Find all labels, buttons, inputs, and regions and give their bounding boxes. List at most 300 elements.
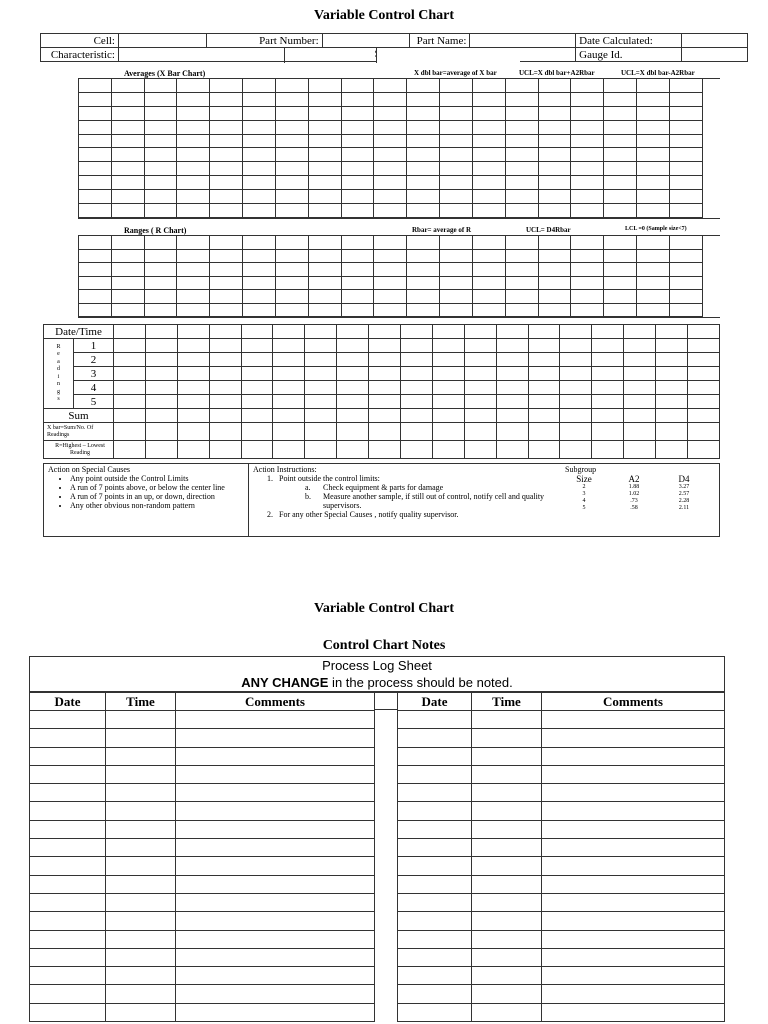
- log-comments-cell[interactable]: [542, 967, 725, 985]
- grid-cell[interactable]: [144, 263, 177, 277]
- grid-cell[interactable]: [505, 92, 538, 106]
- reading-cell[interactable]: [432, 423, 464, 441]
- grid-cell[interactable]: [669, 204, 702, 218]
- grid-cell[interactable]: [144, 276, 177, 290]
- grid-cell[interactable]: [407, 79, 440, 93]
- reading-cell[interactable]: [241, 325, 273, 339]
- grid-cell[interactable]: [440, 162, 473, 176]
- reading-cell[interactable]: [496, 423, 528, 441]
- reading-cell[interactable]: [624, 339, 656, 353]
- reading-cell[interactable]: [464, 441, 496, 459]
- grid-cell[interactable]: [407, 120, 440, 134]
- grid-cell[interactable]: [637, 92, 670, 106]
- grid-cell[interactable]: [374, 204, 407, 218]
- grid-cell[interactable]: [571, 79, 604, 93]
- log-time-cell[interactable]: [106, 747, 176, 765]
- reading-cell[interactable]: [528, 441, 560, 459]
- reading-cell[interactable]: [592, 367, 624, 381]
- reading-cell[interactable]: [592, 339, 624, 353]
- log-time-cell[interactable]: [106, 985, 176, 1003]
- log-date-cell[interactable]: [30, 711, 106, 729]
- grid-cell[interactable]: [79, 134, 112, 148]
- reading-cell[interactable]: [114, 441, 146, 459]
- log-date-cell[interactable]: [30, 802, 106, 820]
- grid-cell[interactable]: [637, 236, 670, 250]
- grid-cell[interactable]: [571, 290, 604, 304]
- log-comments-cell[interactable]: [542, 857, 725, 875]
- grid-cell[interactable]: [505, 303, 538, 317]
- grid-cell[interactable]: [308, 204, 341, 218]
- log-comments-cell[interactable]: [176, 1003, 375, 1021]
- reading-cell[interactable]: [241, 409, 273, 423]
- reading-cell[interactable]: [305, 381, 337, 395]
- reading-cell[interactable]: [496, 325, 528, 339]
- grid-cell[interactable]: [472, 176, 505, 190]
- grid-cell[interactable]: [440, 148, 473, 162]
- grid-cell[interactable]: [341, 290, 374, 304]
- grid-cell[interactable]: [571, 162, 604, 176]
- grid-cell[interactable]: [79, 303, 112, 317]
- grid-cell[interactable]: [538, 176, 571, 190]
- reading-cell[interactable]: [369, 339, 401, 353]
- grid-cell[interactable]: [505, 120, 538, 134]
- grid-cell[interactable]: [407, 162, 440, 176]
- grid-cell[interactable]: [177, 249, 210, 263]
- grid-cell[interactable]: [79, 290, 112, 304]
- grid-cell[interactable]: [210, 190, 243, 204]
- grid-cell[interactable]: [669, 190, 702, 204]
- reading-cell[interactable]: [273, 441, 305, 459]
- reading-cell[interactable]: [145, 325, 177, 339]
- grid-cell[interactable]: [275, 92, 308, 106]
- grid-cell[interactable]: [275, 148, 308, 162]
- grid-cell[interactable]: [374, 106, 407, 120]
- grid-cell[interactable]: [571, 249, 604, 263]
- grid-cell[interactable]: [440, 106, 473, 120]
- reading-cell[interactable]: [369, 423, 401, 441]
- grid-cell[interactable]: [243, 303, 276, 317]
- grid-cell[interactable]: [472, 92, 505, 106]
- grid-cell[interactable]: [243, 134, 276, 148]
- log-comments-cell[interactable]: [176, 820, 375, 838]
- reading-cell[interactable]: [528, 381, 560, 395]
- grid-cell[interactable]: [407, 204, 440, 218]
- reading-cell[interactable]: [273, 367, 305, 381]
- reading-cell[interactable]: [401, 423, 433, 441]
- log-date-cell[interactable]: [30, 930, 106, 948]
- grid-cell[interactable]: [669, 148, 702, 162]
- grid-cell[interactable]: [472, 204, 505, 218]
- reading-cell[interactable]: [688, 423, 720, 441]
- grid-cell[interactable]: [571, 176, 604, 190]
- log-date-cell[interactable]: [398, 893, 472, 911]
- reading-cell[interactable]: [688, 381, 720, 395]
- reading-cell[interactable]: [114, 409, 146, 423]
- grid-cell[interactable]: [243, 236, 276, 250]
- grid-cell[interactable]: [341, 134, 374, 148]
- reading-cell[interactable]: [624, 381, 656, 395]
- grid-cell[interactable]: [472, 263, 505, 277]
- reading-cell[interactable]: [656, 441, 688, 459]
- log-comments-cell[interactable]: [542, 893, 725, 911]
- grid-cell[interactable]: [374, 79, 407, 93]
- log-date-cell[interactable]: [30, 857, 106, 875]
- grid-cell[interactable]: [341, 204, 374, 218]
- grid-cell[interactable]: [538, 190, 571, 204]
- grid-cell[interactable]: [177, 148, 210, 162]
- reading-cell[interactable]: [528, 423, 560, 441]
- grid-cell[interactable]: [374, 120, 407, 134]
- grid-cell[interactable]: [637, 162, 670, 176]
- reading-cell[interactable]: [560, 353, 592, 367]
- grid-cell[interactable]: [571, 190, 604, 204]
- grid-cell[interactable]: [505, 134, 538, 148]
- log-date-cell[interactable]: [398, 1003, 472, 1021]
- grid-cell[interactable]: [308, 190, 341, 204]
- reading-cell[interactable]: [369, 409, 401, 423]
- log-time-cell[interactable]: [106, 930, 176, 948]
- reading-cell[interactable]: [592, 441, 624, 459]
- reading-cell[interactable]: [432, 339, 464, 353]
- grid-cell[interactable]: [440, 249, 473, 263]
- reading-cell[interactable]: [337, 395, 369, 409]
- reading-cell[interactable]: [177, 325, 209, 339]
- grid-cell[interactable]: [210, 134, 243, 148]
- log-comments-cell[interactable]: [176, 948, 375, 966]
- reading-cell[interactable]: [560, 395, 592, 409]
- reading-cell[interactable]: [688, 409, 720, 423]
- grid-cell[interactable]: [111, 263, 144, 277]
- log-comments-cell[interactable]: [542, 747, 725, 765]
- reading-cell[interactable]: [177, 441, 209, 459]
- log-date-cell[interactable]: [398, 912, 472, 930]
- reading-cell[interactable]: [592, 423, 624, 441]
- grid-cell[interactable]: [604, 190, 637, 204]
- grid-cell[interactable]: [637, 249, 670, 263]
- reading-cell[interactable]: [273, 353, 305, 367]
- reading-cell[interactable]: [401, 409, 433, 423]
- log-comments-cell[interactable]: [176, 839, 375, 857]
- reading-cell[interactable]: [464, 423, 496, 441]
- grid-cell[interactable]: [177, 236, 210, 250]
- grid-cell[interactable]: [571, 120, 604, 134]
- gauge-id-field[interactable]: [682, 48, 748, 62]
- reading-cell[interactable]: [209, 325, 241, 339]
- reading-cell[interactable]: [496, 395, 528, 409]
- grid-cell[interactable]: [538, 120, 571, 134]
- grid-cell[interactable]: [111, 162, 144, 176]
- grid-cell[interactable]: [177, 303, 210, 317]
- log-comments-cell[interactable]: [542, 765, 725, 783]
- log-date-cell[interactable]: [398, 967, 472, 985]
- log-time-cell[interactable]: [472, 985, 542, 1003]
- grid-cell[interactable]: [440, 236, 473, 250]
- grid-cell[interactable]: [472, 106, 505, 120]
- grid-cell[interactable]: [243, 176, 276, 190]
- log-date-cell[interactable]: [30, 948, 106, 966]
- grid-cell[interactable]: [538, 276, 571, 290]
- log-comments-cell[interactable]: [176, 857, 375, 875]
- reading-cell[interactable]: [496, 367, 528, 381]
- grid-cell[interactable]: [144, 79, 177, 93]
- grid-cell[interactable]: [604, 162, 637, 176]
- grid-cell[interactable]: [374, 249, 407, 263]
- log-time-cell[interactable]: [106, 912, 176, 930]
- grid-cell[interactable]: [177, 106, 210, 120]
- grid-cell[interactable]: [472, 276, 505, 290]
- log-comments-cell[interactable]: [542, 875, 725, 893]
- reading-cell[interactable]: [114, 381, 146, 395]
- grid-cell[interactable]: [177, 162, 210, 176]
- reading-cell[interactable]: [305, 353, 337, 367]
- log-date-cell[interactable]: [30, 912, 106, 930]
- reading-cell[interactable]: [273, 409, 305, 423]
- grid-cell[interactable]: [571, 106, 604, 120]
- grid-cell[interactable]: [472, 134, 505, 148]
- grid-cell[interactable]: [177, 290, 210, 304]
- grid-cell[interactable]: [669, 249, 702, 263]
- reading-cell[interactable]: [337, 353, 369, 367]
- reading-cell[interactable]: [369, 367, 401, 381]
- reading-cell[interactable]: [177, 353, 209, 367]
- grid-cell[interactable]: [571, 148, 604, 162]
- reading-cell[interactable]: [337, 423, 369, 441]
- grid-cell[interactable]: [637, 148, 670, 162]
- reading-cell[interactable]: [241, 381, 273, 395]
- grid-cell[interactable]: [637, 134, 670, 148]
- reading-cell[interactable]: [464, 381, 496, 395]
- reading-cell[interactable]: [688, 339, 720, 353]
- reading-cell[interactable]: [592, 325, 624, 339]
- grid-cell[interactable]: [604, 148, 637, 162]
- reading-cell[interactable]: [432, 395, 464, 409]
- reading-cell[interactable]: [369, 381, 401, 395]
- grid-cell[interactable]: [637, 79, 670, 93]
- log-comments-cell[interactable]: [542, 820, 725, 838]
- reading-cell[interactable]: [592, 395, 624, 409]
- grid-cell[interactable]: [341, 276, 374, 290]
- grid-cell[interactable]: [407, 276, 440, 290]
- grid-cell[interactable]: [440, 204, 473, 218]
- grid-cell[interactable]: [472, 290, 505, 304]
- reading-cell[interactable]: [656, 395, 688, 409]
- grid-cell[interactable]: [407, 92, 440, 106]
- log-time-cell[interactable]: [472, 948, 542, 966]
- reading-cell[interactable]: [177, 367, 209, 381]
- log-comments-cell[interactable]: [542, 784, 725, 802]
- grid-cell[interactable]: [637, 263, 670, 277]
- log-time-cell[interactable]: [472, 893, 542, 911]
- log-time-cell[interactable]: [472, 747, 542, 765]
- grid-cell[interactable]: [144, 92, 177, 106]
- grid-cell[interactable]: [275, 134, 308, 148]
- grid-cell[interactable]: [669, 106, 702, 120]
- reading-cell[interactable]: [401, 395, 433, 409]
- reading-cell[interactable]: [114, 353, 146, 367]
- grid-cell[interactable]: [538, 148, 571, 162]
- log-time-cell[interactable]: [106, 857, 176, 875]
- grid-cell[interactable]: [604, 263, 637, 277]
- grid-cell[interactable]: [374, 236, 407, 250]
- grid-cell[interactable]: [177, 204, 210, 218]
- grid-cell[interactable]: [111, 148, 144, 162]
- grid-cell[interactable]: [111, 276, 144, 290]
- grid-cell[interactable]: [210, 290, 243, 304]
- grid-cell[interactable]: [144, 204, 177, 218]
- grid-cell[interactable]: [604, 176, 637, 190]
- reading-cell[interactable]: [592, 409, 624, 423]
- grid-cell[interactable]: [505, 204, 538, 218]
- reading-cell[interactable]: [656, 381, 688, 395]
- grid-cell[interactable]: [604, 204, 637, 218]
- grid-cell[interactable]: [243, 263, 276, 277]
- grid-cell[interactable]: [637, 120, 670, 134]
- log-comments-cell[interactable]: [542, 985, 725, 1003]
- grid-cell[interactable]: [604, 236, 637, 250]
- grid-cell[interactable]: [669, 120, 702, 134]
- reading-cell[interactable]: [369, 441, 401, 459]
- grid-cell[interactable]: [210, 148, 243, 162]
- grid-cell[interactable]: [111, 176, 144, 190]
- reading-cell[interactable]: [496, 409, 528, 423]
- reading-cell[interactable]: [209, 423, 241, 441]
- reading-cell[interactable]: [464, 409, 496, 423]
- log-time-cell[interactable]: [472, 875, 542, 893]
- log-date-cell[interactable]: [398, 948, 472, 966]
- grid-cell[interactable]: [177, 176, 210, 190]
- log-time-cell[interactable]: [106, 839, 176, 857]
- log-date-cell[interactable]: [30, 985, 106, 1003]
- grid-cell[interactable]: [79, 162, 112, 176]
- grid-cell[interactable]: [111, 249, 144, 263]
- log-comments-cell[interactable]: [176, 711, 375, 729]
- log-time-cell[interactable]: [106, 948, 176, 966]
- grid-cell[interactable]: [538, 204, 571, 218]
- grid-cell[interactable]: [571, 134, 604, 148]
- grid-cell[interactable]: [669, 134, 702, 148]
- reading-cell[interactable]: [114, 395, 146, 409]
- grid-cell[interactable]: [407, 263, 440, 277]
- grid-cell[interactable]: [79, 263, 112, 277]
- reading-cell[interactable]: [337, 441, 369, 459]
- grid-cell[interactable]: [144, 134, 177, 148]
- grid-cell[interactable]: [144, 162, 177, 176]
- grid-cell[interactable]: [604, 106, 637, 120]
- reading-cell[interactable]: [305, 325, 337, 339]
- grid-cell[interactable]: [374, 303, 407, 317]
- reading-cell[interactable]: [401, 367, 433, 381]
- grid-cell[interactable]: [275, 236, 308, 250]
- grid-cell[interactable]: [374, 176, 407, 190]
- log-date-cell[interactable]: [30, 893, 106, 911]
- grid-cell[interactable]: [275, 249, 308, 263]
- grid-cell[interactable]: [604, 92, 637, 106]
- grid-cell[interactable]: [177, 92, 210, 106]
- grid-cell[interactable]: [571, 204, 604, 218]
- grid-cell[interactable]: [637, 176, 670, 190]
- reading-cell[interactable]: [145, 409, 177, 423]
- grid-cell[interactable]: [308, 276, 341, 290]
- log-comments-cell[interactable]: [176, 784, 375, 802]
- log-comments-cell[interactable]: [176, 802, 375, 820]
- log-comments-cell[interactable]: [542, 711, 725, 729]
- reading-cell[interactable]: [145, 381, 177, 395]
- reading-cell[interactable]: [401, 381, 433, 395]
- reading-cell[interactable]: [273, 381, 305, 395]
- grid-cell[interactable]: [374, 290, 407, 304]
- grid-cell[interactable]: [538, 249, 571, 263]
- grid-cell[interactable]: [505, 148, 538, 162]
- reading-cell[interactable]: [145, 367, 177, 381]
- log-date-cell[interactable]: [30, 967, 106, 985]
- reading-cell[interactable]: [656, 409, 688, 423]
- grid-cell[interactable]: [669, 162, 702, 176]
- spec-field[interactable]: [376, 48, 520, 63]
- grid-cell[interactable]: [538, 79, 571, 93]
- grid-cell[interactable]: [538, 134, 571, 148]
- grid-cell[interactable]: [79, 176, 112, 190]
- grid-cell[interactable]: [275, 190, 308, 204]
- reading-cell[interactable]: [209, 353, 241, 367]
- reading-cell[interactable]: [177, 395, 209, 409]
- reading-cell[interactable]: [177, 339, 209, 353]
- grid-cell[interactable]: [669, 92, 702, 106]
- grid-cell[interactable]: [243, 276, 276, 290]
- reading-cell[interactable]: [369, 325, 401, 339]
- grid-cell[interactable]: [538, 106, 571, 120]
- grid-cell[interactable]: [177, 276, 210, 290]
- grid-cell[interactable]: [111, 303, 144, 317]
- grid-cell[interactable]: [210, 106, 243, 120]
- log-comments-cell[interactable]: [176, 985, 375, 1003]
- reading-cell[interactable]: [688, 441, 720, 459]
- log-time-cell[interactable]: [472, 839, 542, 857]
- grid-cell[interactable]: [604, 290, 637, 304]
- grid-cell[interactable]: [407, 176, 440, 190]
- grid-cell[interactable]: [111, 106, 144, 120]
- grid-cell[interactable]: [374, 276, 407, 290]
- cell-field[interactable]: [118, 34, 206, 48]
- log-date-cell[interactable]: [30, 747, 106, 765]
- grid-cell[interactable]: [505, 190, 538, 204]
- grid-cell[interactable]: [374, 92, 407, 106]
- grid-cell[interactable]: [210, 120, 243, 134]
- grid-cell[interactable]: [341, 249, 374, 263]
- grid-cell[interactable]: [341, 106, 374, 120]
- grid-cell[interactable]: [669, 276, 702, 290]
- grid-cell[interactable]: [341, 79, 374, 93]
- grid-cell[interactable]: [243, 249, 276, 263]
- grid-cell[interactable]: [571, 303, 604, 317]
- reading-cell[interactable]: [209, 441, 241, 459]
- reading-cell[interactable]: [432, 353, 464, 367]
- reading-cell[interactable]: [496, 353, 528, 367]
- reading-cell[interactable]: [496, 381, 528, 395]
- reading-cell[interactable]: [560, 381, 592, 395]
- grid-cell[interactable]: [472, 236, 505, 250]
- log-date-cell[interactable]: [398, 711, 472, 729]
- reading-cell[interactable]: [337, 409, 369, 423]
- grid-cell[interactable]: [637, 290, 670, 304]
- log-date-cell[interactable]: [398, 985, 472, 1003]
- reading-cell[interactable]: [209, 395, 241, 409]
- grid-cell[interactable]: [440, 176, 473, 190]
- grid-cell[interactable]: [275, 120, 308, 134]
- reading-cell[interactable]: [432, 409, 464, 423]
- grid-cell[interactable]: [79, 148, 112, 162]
- reading-cell[interactable]: [688, 353, 720, 367]
- log-comments-cell[interactable]: [176, 875, 375, 893]
